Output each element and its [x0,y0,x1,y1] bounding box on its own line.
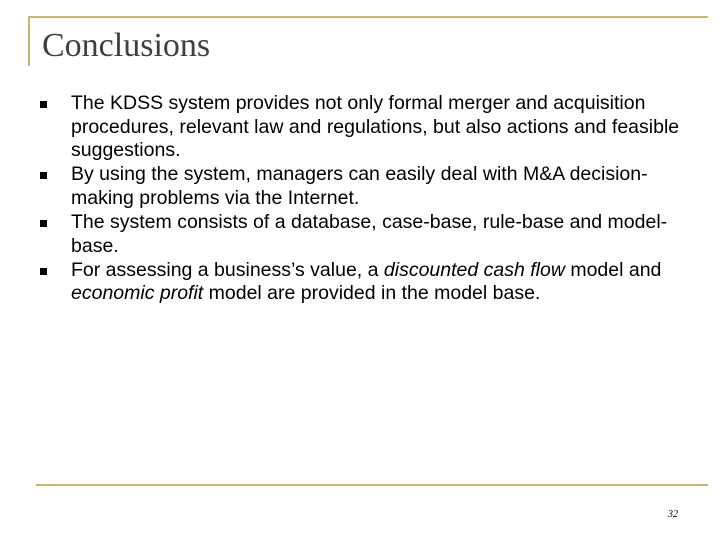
bullet-list [40,92,700,306]
bullet-item [40,211,700,258]
square-bullet-icon [40,220,47,227]
bullet-text-emphasis: economic profit [71,282,204,305]
bullet-text: The system consists of a database, case-base, rule-base and model-base. [71,210,668,257]
bullet-text-emphasis: discounted cash flow [383,258,565,281]
footer-rule [36,484,708,486]
square-bullet-icon [40,172,47,179]
page-number: 32 [668,509,678,520]
slide-title: Conclusions [42,27,211,64]
bullet-item [40,92,700,163]
title-side-rule [28,16,30,66]
bullet-item [40,163,700,210]
bullet-text: For assessing a business’s value, a [71,258,384,281]
square-bullet-icon [40,268,47,275]
square-bullet-icon [40,101,47,108]
bullet-text: model and [564,258,662,281]
bullet-text: The KDSS system provides not only formal merger and acquisition procedures, relevant law and regulations, but also actions and feasible suggestions. [71,92,680,162]
bullet-text: By using the system, managers can easily deal with M&A decision-making problems via the Internet. [71,163,648,209]
bullet-text: model are provided in the model base. [203,282,541,305]
bullet-item [40,259,700,306]
title-top-rule [28,16,708,18]
